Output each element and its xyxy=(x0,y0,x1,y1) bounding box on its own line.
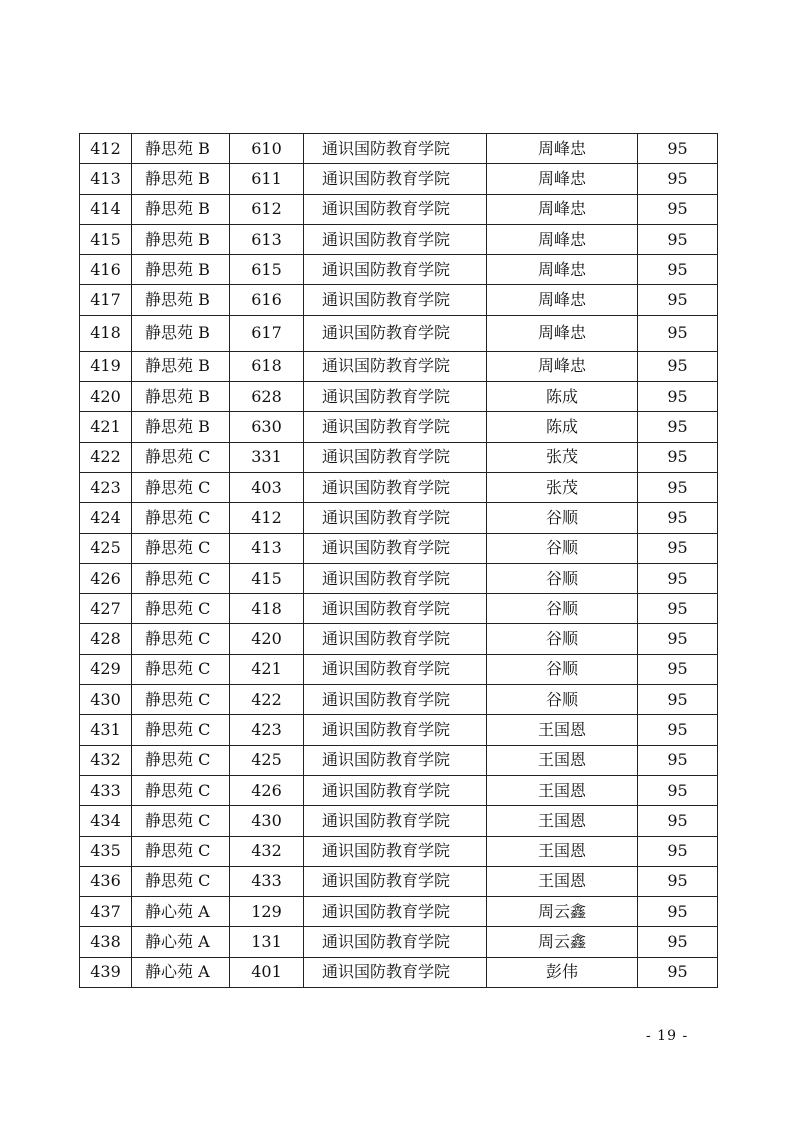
score-cell: 95 xyxy=(638,927,718,957)
building-name-cell: 静思苑 B xyxy=(132,134,230,164)
table-row xyxy=(80,927,718,957)
table-row xyxy=(80,563,718,593)
row-number-cell: 431 xyxy=(80,715,132,745)
person-name-cell: 张茂 xyxy=(487,442,638,472)
college-name-cell: 通识国防教育学院 xyxy=(304,806,487,836)
building-name-cell: 静思苑 C xyxy=(132,836,230,866)
person-name-cell: 谷顺 xyxy=(487,533,638,563)
college-name-cell: 通识国防教育学院 xyxy=(304,533,487,563)
college-name-cell: 通识国防教育学院 xyxy=(304,685,487,715)
table-row xyxy=(80,315,718,351)
table-row xyxy=(80,255,718,285)
college-name-cell: 通识国防教育学院 xyxy=(304,503,487,533)
person-name-cell: 谷顺 xyxy=(487,594,638,624)
row-number-cell: 423 xyxy=(80,472,132,502)
row-number-cell: 434 xyxy=(80,806,132,836)
row-number-cell: 439 xyxy=(80,957,132,987)
table-row xyxy=(80,224,718,254)
score-cell: 95 xyxy=(638,806,718,836)
college-name-cell: 通识国防教育学院 xyxy=(304,594,487,624)
page-number: - 19 - xyxy=(646,1028,689,1044)
room-number-cell: 616 xyxy=(230,285,304,315)
person-name-cell: 周峰忠 xyxy=(487,255,638,285)
row-number-cell: 430 xyxy=(80,685,132,715)
room-number-cell: 612 xyxy=(230,194,304,224)
room-number-cell: 420 xyxy=(230,624,304,654)
room-number-cell: 131 xyxy=(230,927,304,957)
person-name-cell: 周峰忠 xyxy=(487,134,638,164)
person-name-cell: 周峰忠 xyxy=(487,351,638,381)
person-name-cell: 谷顺 xyxy=(487,624,638,654)
college-name-cell: 通识国防教育学院 xyxy=(304,412,487,442)
row-number-cell: 436 xyxy=(80,866,132,896)
building-name-cell: 静思苑 C xyxy=(132,533,230,563)
room-number-cell: 129 xyxy=(230,897,304,927)
table-row xyxy=(80,685,718,715)
row-number-cell: 428 xyxy=(80,624,132,654)
college-name-cell: 通识国防教育学院 xyxy=(304,224,487,254)
table-row xyxy=(80,382,718,412)
college-name-cell: 通识国防教育学院 xyxy=(304,164,487,194)
college-name-cell: 通识国防教育学院 xyxy=(304,134,487,164)
person-name-cell: 王国恩 xyxy=(487,866,638,896)
score-cell: 95 xyxy=(638,624,718,654)
room-number-cell: 403 xyxy=(230,472,304,502)
college-name-cell: 通识国防教育学院 xyxy=(304,715,487,745)
college-name-cell: 通识国防教育学院 xyxy=(304,927,487,957)
room-number-cell: 415 xyxy=(230,563,304,593)
score-cell: 95 xyxy=(638,285,718,315)
row-number-cell: 415 xyxy=(80,224,132,254)
table-row xyxy=(80,412,718,442)
score-cell: 95 xyxy=(638,775,718,805)
person-name-cell: 周云鑫 xyxy=(487,927,638,957)
building-name-cell: 静思苑 C xyxy=(132,654,230,684)
building-name-cell: 静思苑 C xyxy=(132,866,230,896)
room-number-cell: 433 xyxy=(230,866,304,896)
college-name-cell: 通识国防教育学院 xyxy=(304,351,487,381)
college-name-cell: 通识国防教育学院 xyxy=(304,194,487,224)
row-number-cell: 429 xyxy=(80,654,132,684)
score-cell: 95 xyxy=(638,194,718,224)
college-name-cell: 通识国防教育学院 xyxy=(304,472,487,502)
building-name-cell: 静思苑 C xyxy=(132,624,230,654)
row-number-cell: 425 xyxy=(80,533,132,563)
building-name-cell: 静心苑 A xyxy=(132,927,230,957)
building-name-cell: 静思苑 C xyxy=(132,745,230,775)
college-name-cell: 通识国防教育学院 xyxy=(304,654,487,684)
table-row xyxy=(80,897,718,927)
table-row xyxy=(80,134,718,164)
room-number-cell: 628 xyxy=(230,382,304,412)
table-body xyxy=(80,134,718,988)
college-name-cell: 通识国防教育学院 xyxy=(304,255,487,285)
building-name-cell: 静思苑 B xyxy=(132,194,230,224)
score-cell: 95 xyxy=(638,715,718,745)
building-name-cell: 静思苑 B xyxy=(132,412,230,442)
row-number-cell: 421 xyxy=(80,412,132,442)
score-cell: 95 xyxy=(638,897,718,927)
person-name-cell: 周峰忠 xyxy=(487,164,638,194)
table-row xyxy=(80,194,718,224)
table-row xyxy=(80,957,718,987)
table-row xyxy=(80,745,718,775)
table-row xyxy=(80,624,718,654)
row-number-cell: 427 xyxy=(80,594,132,624)
row-number-cell: 438 xyxy=(80,927,132,957)
table-row xyxy=(80,715,718,745)
building-name-cell: 静思苑 C xyxy=(132,442,230,472)
person-name-cell: 周峰忠 xyxy=(487,315,638,351)
score-cell: 95 xyxy=(638,134,718,164)
row-number-cell: 432 xyxy=(80,745,132,775)
row-number-cell: 414 xyxy=(80,194,132,224)
room-number-cell: 401 xyxy=(230,957,304,987)
person-name-cell: 张茂 xyxy=(487,472,638,502)
row-number-cell: 435 xyxy=(80,836,132,866)
building-name-cell: 静思苑 C xyxy=(132,715,230,745)
room-number-cell: 613 xyxy=(230,224,304,254)
score-cell: 95 xyxy=(638,315,718,351)
room-number-cell: 618 xyxy=(230,351,304,381)
person-name-cell: 谷顺 xyxy=(487,654,638,684)
score-cell: 95 xyxy=(638,412,718,442)
room-number-cell: 630 xyxy=(230,412,304,442)
person-name-cell: 王国恩 xyxy=(487,775,638,805)
table-row xyxy=(80,775,718,805)
person-name-cell: 陈成 xyxy=(487,382,638,412)
building-name-cell: 静思苑 B xyxy=(132,164,230,194)
room-number-cell: 430 xyxy=(230,806,304,836)
person-name-cell: 王国恩 xyxy=(487,715,638,745)
score-cell: 95 xyxy=(638,503,718,533)
building-name-cell: 静思苑 B xyxy=(132,255,230,285)
table-row xyxy=(80,503,718,533)
building-name-cell: 静思苑 C xyxy=(132,503,230,533)
building-name-cell: 静思苑 B xyxy=(132,351,230,381)
college-name-cell: 通识国防教育学院 xyxy=(304,563,487,593)
building-name-cell: 静思苑 C xyxy=(132,775,230,805)
person-name-cell: 彭伟 xyxy=(487,957,638,987)
room-number-cell: 412 xyxy=(230,503,304,533)
person-name-cell: 谷顺 xyxy=(487,685,638,715)
college-name-cell: 通识国防教育学院 xyxy=(304,285,487,315)
row-number-cell: 422 xyxy=(80,442,132,472)
table-row xyxy=(80,533,718,563)
room-number-cell: 421 xyxy=(230,654,304,684)
table-row xyxy=(80,442,718,472)
row-number-cell: 424 xyxy=(80,503,132,533)
table-row xyxy=(80,594,718,624)
college-name-cell: 通识国防教育学院 xyxy=(304,745,487,775)
college-name-cell: 通识国防教育学院 xyxy=(304,957,487,987)
room-number-cell: 426 xyxy=(230,775,304,805)
building-name-cell: 静心苑 A xyxy=(132,897,230,927)
table-row xyxy=(80,351,718,381)
room-number-cell: 331 xyxy=(230,442,304,472)
score-cell: 95 xyxy=(638,594,718,624)
row-number-cell: 437 xyxy=(80,897,132,927)
room-number-cell: 610 xyxy=(230,134,304,164)
person-name-cell: 王国恩 xyxy=(487,806,638,836)
building-name-cell: 静心苑 A xyxy=(132,957,230,987)
score-cell: 95 xyxy=(638,957,718,987)
table-row xyxy=(80,164,718,194)
score-cell: 95 xyxy=(638,224,718,254)
table-row xyxy=(80,836,718,866)
college-name-cell: 通识国防教育学院 xyxy=(304,442,487,472)
building-name-cell: 静思苑 C xyxy=(132,594,230,624)
building-name-cell: 静思苑 C xyxy=(132,685,230,715)
person-name-cell: 陈成 xyxy=(487,412,638,442)
table-row xyxy=(80,472,718,502)
person-name-cell: 王国恩 xyxy=(487,745,638,775)
row-number-cell: 426 xyxy=(80,563,132,593)
person-name-cell: 周峰忠 xyxy=(487,224,638,254)
score-cell: 95 xyxy=(638,685,718,715)
person-name-cell: 谷顺 xyxy=(487,503,638,533)
college-name-cell: 通识国防教育学院 xyxy=(304,624,487,654)
score-cell: 95 xyxy=(638,472,718,502)
dormitory-score-table xyxy=(79,133,718,988)
college-name-cell: 通识国防教育学院 xyxy=(304,382,487,412)
college-name-cell: 通识国防教育学院 xyxy=(304,866,487,896)
table-row xyxy=(80,806,718,836)
row-number-cell: 412 xyxy=(80,134,132,164)
table-row xyxy=(80,866,718,896)
score-cell: 95 xyxy=(638,382,718,412)
person-name-cell: 周峰忠 xyxy=(487,285,638,315)
college-name-cell: 通识国防教育学院 xyxy=(304,315,487,351)
score-cell: 95 xyxy=(638,836,718,866)
row-number-cell: 418 xyxy=(80,315,132,351)
college-name-cell: 通识国防教育学院 xyxy=(304,897,487,927)
row-number-cell: 433 xyxy=(80,775,132,805)
row-number-cell: 416 xyxy=(80,255,132,285)
person-name-cell: 谷顺 xyxy=(487,563,638,593)
building-name-cell: 静思苑 B xyxy=(132,382,230,412)
row-number-cell: 419 xyxy=(80,351,132,381)
person-name-cell: 王国恩 xyxy=(487,836,638,866)
score-cell: 95 xyxy=(638,563,718,593)
score-cell: 95 xyxy=(638,866,718,896)
room-number-cell: 615 xyxy=(230,255,304,285)
building-name-cell: 静思苑 C xyxy=(132,472,230,502)
college-name-cell: 通识国防教育学院 xyxy=(304,775,487,805)
row-number-cell: 417 xyxy=(80,285,132,315)
person-name-cell: 周云鑫 xyxy=(487,897,638,927)
person-name-cell: 周峰忠 xyxy=(487,194,638,224)
score-cell: 95 xyxy=(638,745,718,775)
score-cell: 95 xyxy=(638,164,718,194)
college-name-cell: 通识国防教育学院 xyxy=(304,836,487,866)
building-name-cell: 静思苑 B xyxy=(132,315,230,351)
score-cell: 95 xyxy=(638,351,718,381)
room-number-cell: 418 xyxy=(230,594,304,624)
building-name-cell: 静思苑 C xyxy=(132,563,230,593)
room-number-cell: 611 xyxy=(230,164,304,194)
room-number-cell: 425 xyxy=(230,745,304,775)
score-cell: 95 xyxy=(638,255,718,285)
room-number-cell: 423 xyxy=(230,715,304,745)
building-name-cell: 静思苑 C xyxy=(132,806,230,836)
score-cell: 95 xyxy=(638,533,718,563)
row-number-cell: 413 xyxy=(80,164,132,194)
building-name-cell: 静思苑 B xyxy=(132,224,230,254)
score-cell: 95 xyxy=(638,654,718,684)
table-row xyxy=(80,654,718,684)
building-name-cell: 静思苑 B xyxy=(132,285,230,315)
room-number-cell: 432 xyxy=(230,836,304,866)
room-number-cell: 617 xyxy=(230,315,304,351)
row-number-cell: 420 xyxy=(80,382,132,412)
room-number-cell: 413 xyxy=(230,533,304,563)
score-cell: 95 xyxy=(638,442,718,472)
room-number-cell: 422 xyxy=(230,685,304,715)
table-row xyxy=(80,285,718,315)
